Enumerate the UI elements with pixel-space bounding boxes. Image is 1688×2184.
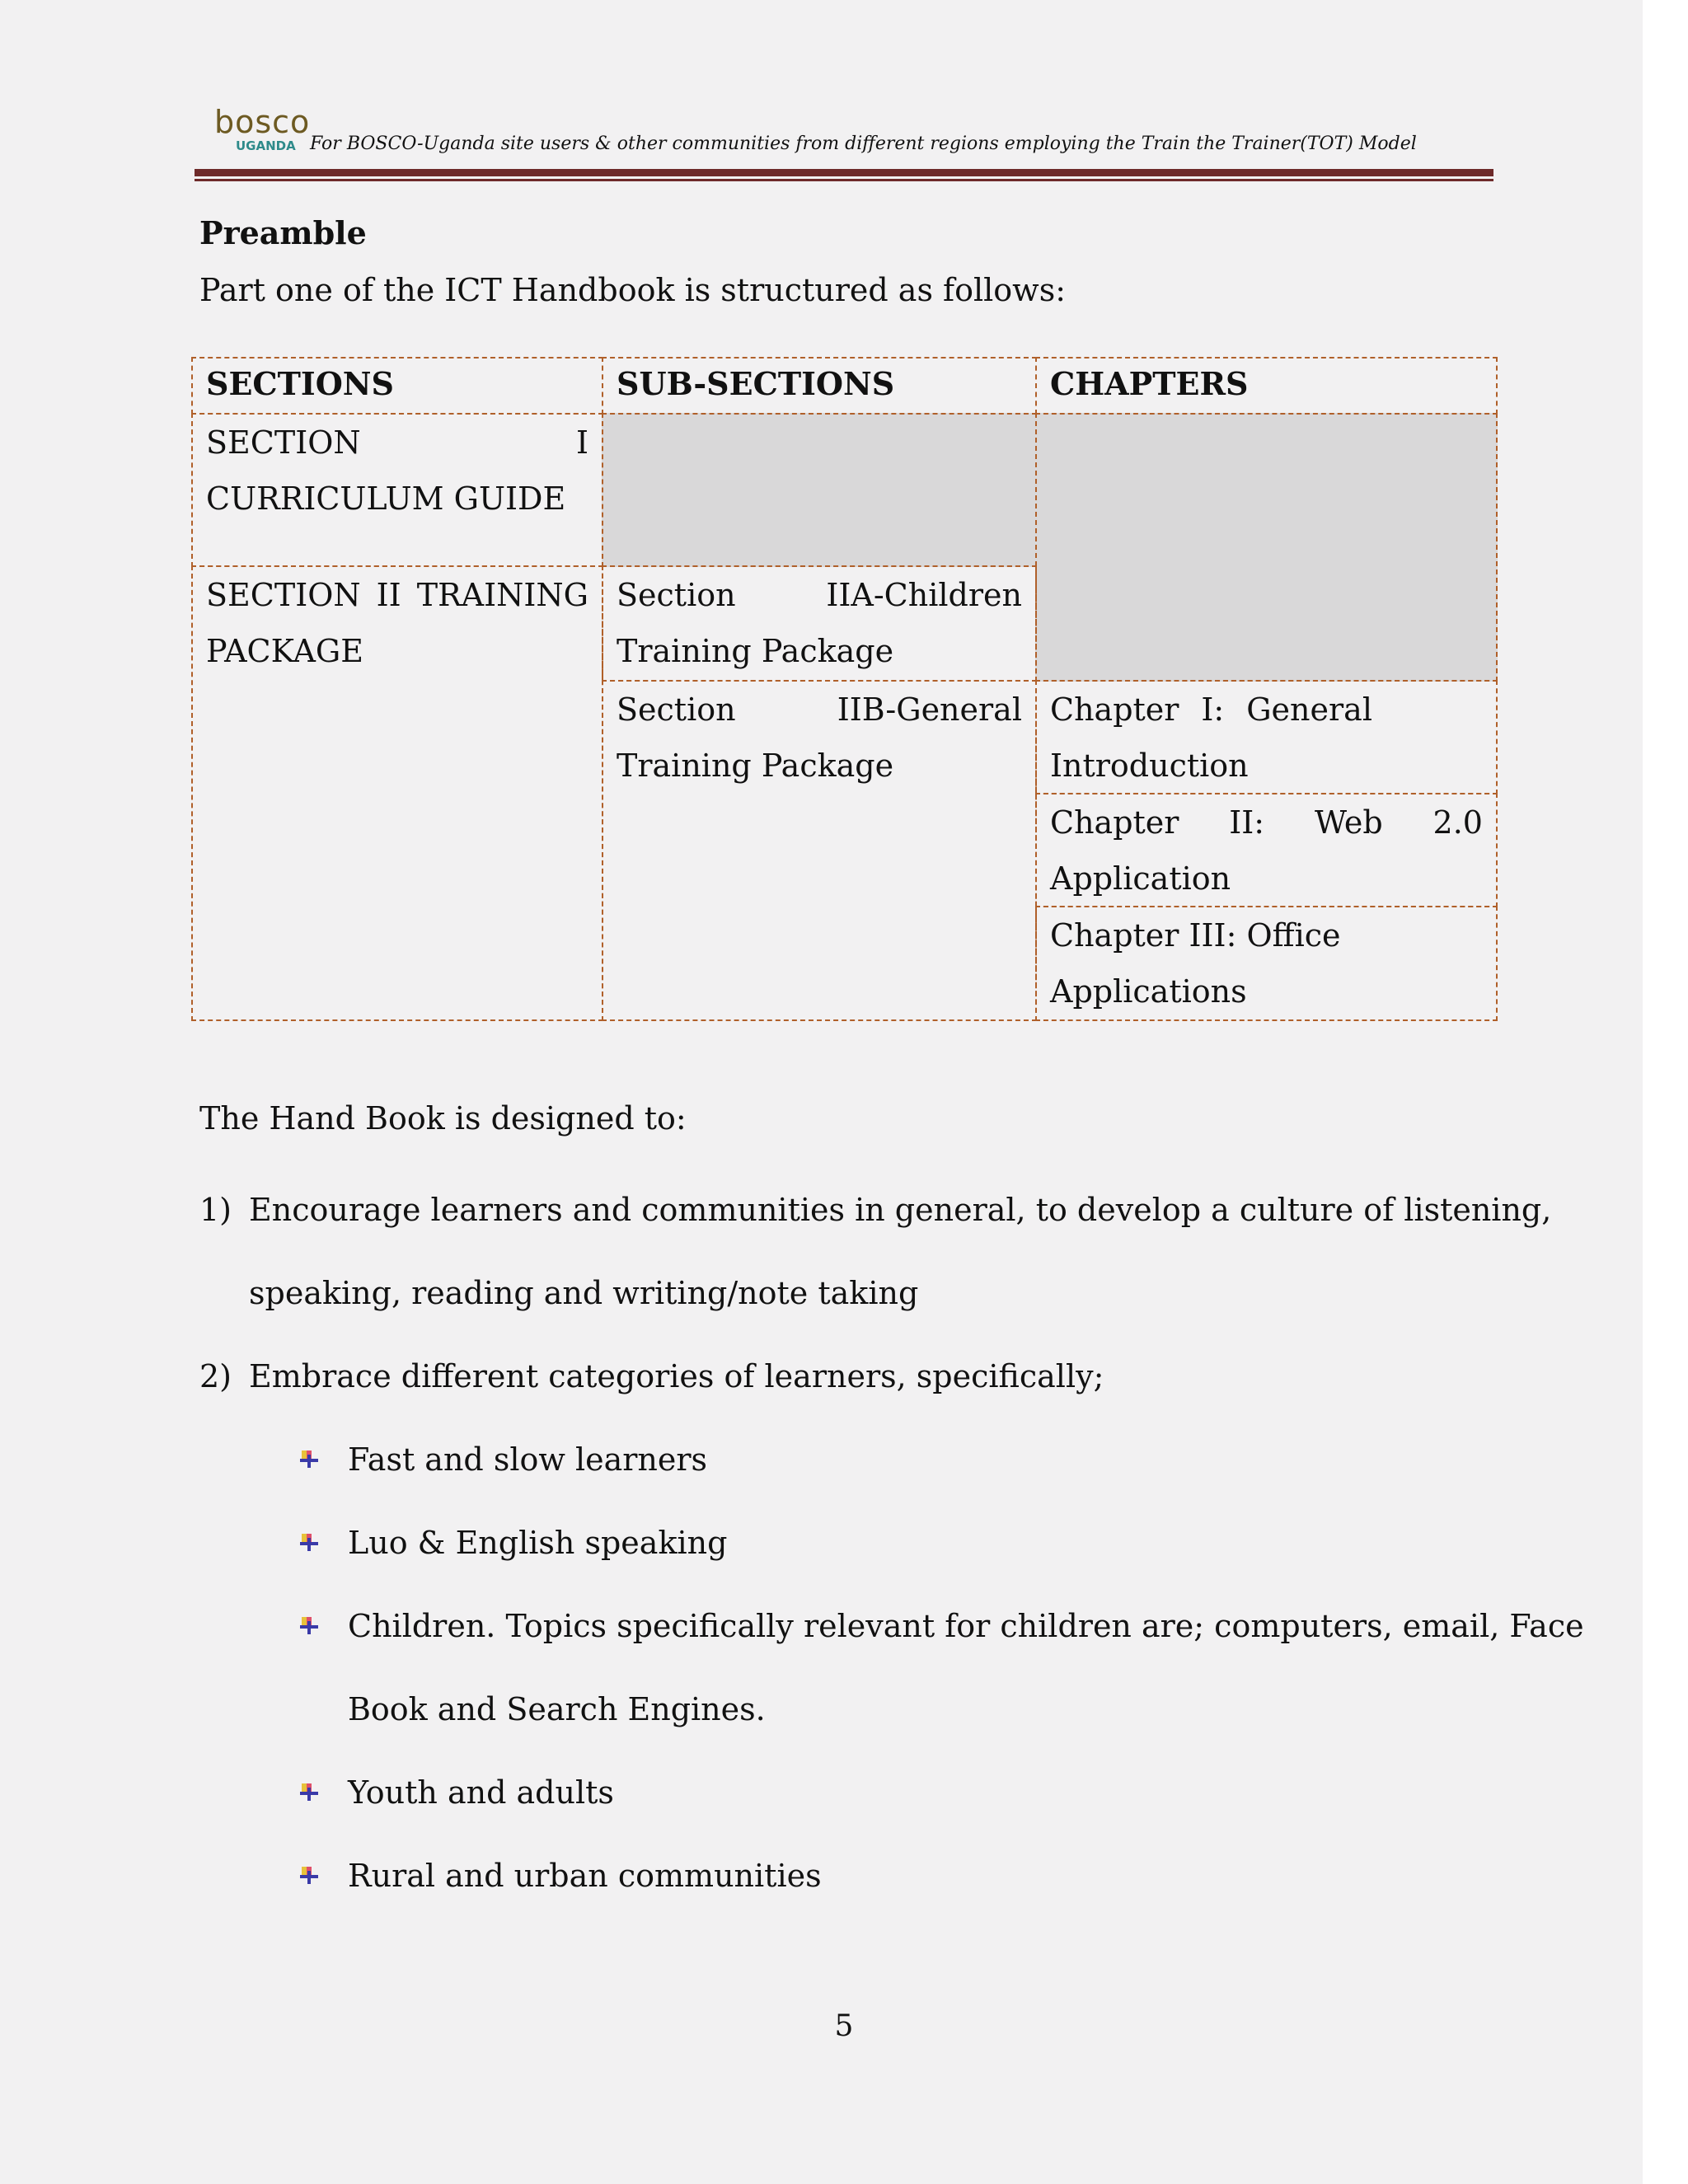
list-item-1: [199, 1169, 1552, 1335]
list-number: 2): [199, 1358, 232, 1394]
list-item-1-line1: Encourage learners and communities in general, to develop a culture of listening,: [249, 1192, 1552, 1228]
chapter-3-line2: Applications: [1050, 973, 1247, 1010]
table-cell-empty-gray: [1035, 413, 1498, 682]
logo-word: bosco: [214, 104, 311, 140]
bullet-item: [298, 1585, 1584, 1751]
chapter-1-line2: Introduction: [1050, 748, 1249, 784]
chapter-2-line2: Application: [1050, 860, 1231, 897]
table-header-sections: SECTIONS: [191, 357, 603, 415]
bullet-item: [298, 1502, 1493, 1585]
list-item-2-text: Embrace different categories of learners, specifically;: [249, 1358, 1104, 1394]
section-1-line2: CURRICULUM GUIDE: [206, 480, 566, 517]
preamble-heading: Preamble: [199, 214, 367, 251]
bullet-text: Luo & English speaking: [348, 1525, 728, 1561]
structure-table: [191, 357, 1498, 1021]
bullet-item: [298, 1751, 1493, 1835]
table-cell-chapter-3: [1035, 906, 1498, 1021]
table-cell-empty-gray: [602, 413, 1037, 567]
preamble-intro: Part one of the ICT Handbook is structured as follows:: [199, 272, 1066, 308]
bullet-item: [298, 1835, 1493, 1918]
list-item-2: [199, 1335, 1492, 1418]
table-cell-chapter-1: [1035, 680, 1498, 794]
page-header: [195, 99, 1493, 181]
bullet-text: Fast and slow learners: [348, 1441, 708, 1478]
header-rule-thick: [195, 169, 1493, 176]
section-2-line2: PACKAGE: [206, 633, 363, 669]
bullet-text-continued: Book and Search Engines.: [348, 1691, 766, 1727]
table-cell-sub-section-a: [602, 565, 1037, 682]
table-header-chapters: CHAPTERS: [1035, 357, 1498, 415]
arrow-bullet-icon: [298, 1864, 321, 1887]
table-cell-section-1: [191, 413, 603, 567]
bullet-text: Rural and urban communities: [348, 1858, 822, 1894]
table-cell-sub-section-b: [602, 680, 1037, 1021]
sub-a-line2: Training Package: [617, 633, 894, 669]
bullet-text: Children. Topics specifically relevant for children are; computers, email, Face: [348, 1608, 1584, 1644]
designed-to-heading: The Hand Book is designed to:: [199, 1100, 687, 1137]
table-header-sub-sections: SUB-SECTIONS: [602, 357, 1037, 415]
arrow-bullet-icon: [298, 1615, 321, 1638]
arrow-bullet-icon: [298, 1448, 321, 1471]
section-2-line1: SECTION II TRAINING: [206, 577, 588, 613]
table-cell-section-2: [191, 565, 603, 1021]
list-number: 1): [199, 1192, 232, 1228]
page-number: 5: [834, 2009, 854, 2043]
arrow-bullet-icon: [298, 1531, 321, 1554]
chapter-1-line1: Chapter I: General: [1050, 691, 1372, 728]
arrow-bullet-icon: [298, 1781, 321, 1804]
logo-subtitle: UGANDA: [236, 138, 296, 153]
header-rule-thin: [195, 179, 1493, 181]
sub-b-line2: Training Package: [617, 748, 894, 784]
bullet-item: [298, 1418, 1493, 1502]
table-cell-chapter-2: [1035, 793, 1498, 907]
list-item-1-line2: speaking, reading and writing/note taking: [249, 1275, 919, 1311]
chapter-2-line1: Chapter II: Web 2.0: [1050, 804, 1483, 841]
bosco-uganda-logo: [214, 104, 321, 170]
chapter-3-line1: Chapter III: Office: [1050, 917, 1341, 954]
header-text: For BOSCO-Uganda site users & other communities from different regions employing the Train the Trainer(TOT) Model: [310, 134, 1417, 154]
sub-a-line1: Section IIA-Children: [617, 577, 1022, 613]
sub-b-line1: Section IIB-General: [617, 691, 1022, 728]
bullet-text: Youth and adults: [348, 1774, 614, 1811]
section-1-line1: SECTION I: [206, 424, 588, 461]
